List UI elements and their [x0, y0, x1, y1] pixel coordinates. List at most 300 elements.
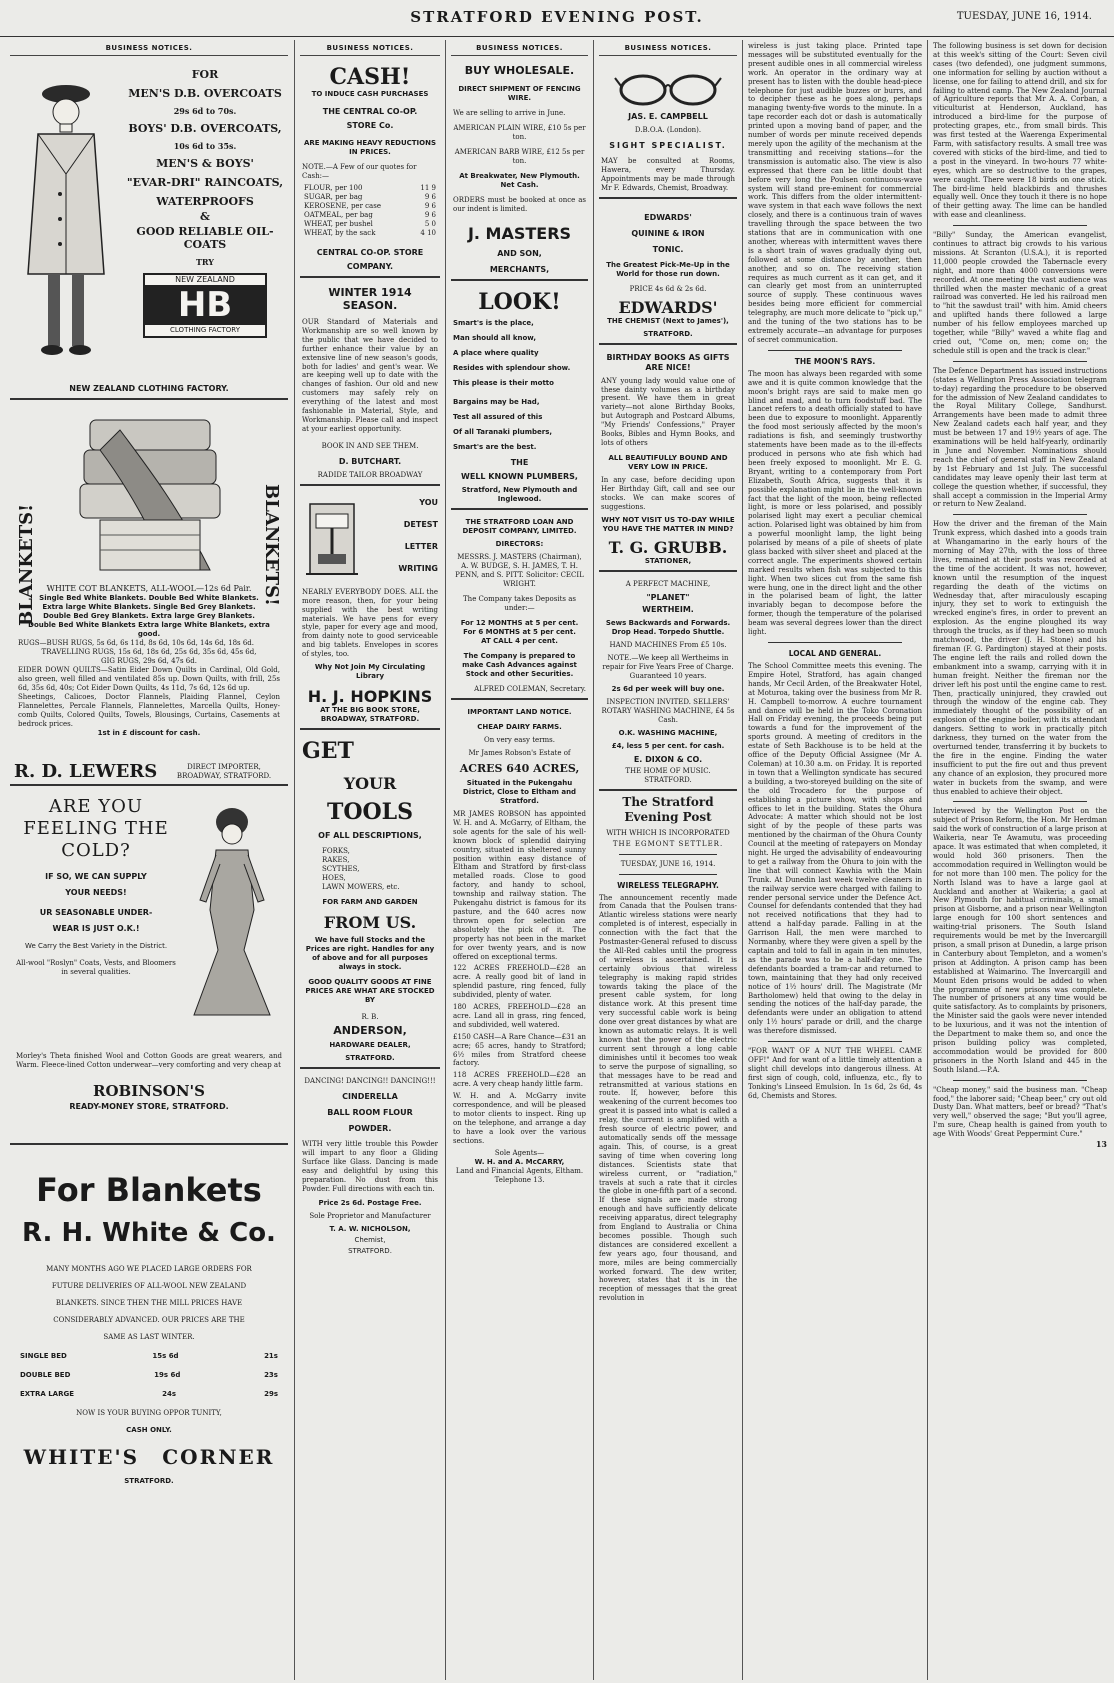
blankets-line: GIG RUGS, 29s 6d, 47s 6d.	[101, 657, 197, 665]
blankets-side-right: BLANKETS!	[261, 484, 282, 606]
cash-s: 5	[424, 220, 430, 228]
books-title: BIRTHDAY BOOKS AS GIFTS ARE NICE!	[606, 352, 730, 372]
rate: For 6 MONTHS at 5 per cent.	[463, 628, 576, 636]
coop-footer: CENTRAL CO-OP. STORE	[316, 248, 424, 257]
divider	[953, 1080, 1087, 1081]
cash-title: CASH!	[329, 64, 411, 90]
dancing-head: DANCING! DANCING!! DANCING!!!	[304, 1077, 436, 1086]
acrostic-line: Test all assured of this	[453, 413, 543, 421]
feeling-title: FEELING THE	[23, 818, 169, 839]
cash-s: 9	[424, 202, 430, 210]
tools-good: GOOD QUALITY GOODS AT FINE PRICES ARE WHAT ARE STOCKED BY	[305, 978, 435, 1005]
overcoats-line: 10s 6d to 35s.	[173, 141, 237, 151]
optician-text: MAY be consulted at Rooms, Hawera, every Thursday. Appointments may be made through Mr F. Edwards, Chemist, Broadway.	[601, 157, 735, 192]
tools-get: GET	[302, 738, 354, 765]
grubb-name: T. G. GRUBB.	[608, 537, 728, 557]
hopkins-sub: AT THE BIG BOOK STORE, BROADWAY, STRATFORD.	[320, 706, 420, 724]
cash-price-row	[302, 220, 438, 229]
feeling-cold-advert	[10, 790, 288, 1145]
divider	[768, 1041, 902, 1042]
sewing-line: Sews Backwards and Forwards. Drop Head. Torpedo Shuttle.	[605, 618, 731, 636]
feeling-title: COLD?	[61, 840, 131, 861]
loan-company-advert	[451, 514, 588, 700]
tonic-line: The Greatest Pick-Me-Up in the World for those run down.	[606, 260, 730, 278]
paper-with: WITH WHICH IS INCORPORATED	[606, 828, 730, 837]
coop-footer-2: COMPANY.	[346, 262, 394, 271]
divider	[768, 642, 902, 643]
lot: 118 ACRES FREEHOLD—£28 an acre. A very cheap handy little farm.	[453, 1071, 586, 1089]
tools-tools: TOOLS	[326, 799, 414, 826]
divider	[619, 854, 717, 855]
edwards-town: STRATFORD.	[643, 329, 693, 338]
dancing-advert	[300, 1073, 440, 1260]
feeling-line: We Carry the Best Variety in the District.	[24, 942, 168, 950]
winter-title: WINTER 1914 SEASON.	[328, 286, 412, 312]
winter-text: OUR Standard of Materials and Workmanship are so well known by the public that we have decided to further enhance their value by an extensive line of new season's goods, both for ladies' and gent's wear. We are keeping well up to date with the changes of fashion. Our old and new customers may safely rely on everything of the latest and most fashionable in Material, Style, and Workmanship. Please call and inspect at your earliest opportunity.	[302, 318, 438, 433]
masthead-date: TUESDAY, JUNE 16, 1914.	[956, 11, 1092, 22]
cash-d: 6	[431, 193, 436, 201]
plumbers-name: WELL KNOWN PLUMBERS,	[461, 472, 578, 481]
letter-writing-words	[364, 494, 438, 574]
wholesale-title: BUY WHOLESALE.	[464, 64, 575, 77]
overcoats-list	[120, 68, 290, 338]
optician-advert	[599, 60, 737, 199]
feeling-title: ARE YOU	[48, 796, 144, 817]
sole-agents: Sole Agents—	[494, 1148, 545, 1157]
article-heading: THE MOON'S RAYS.	[794, 356, 876, 366]
land-notice-advert	[451, 704, 588, 1189]
lewers-name: R. D. LEWERS	[14, 761, 158, 782]
sight-specialist: SIGHT SPECIALIST.	[609, 141, 727, 150]
look-advert	[451, 285, 588, 510]
column-1	[6, 40, 292, 1680]
for-blankets-advert	[10, 1149, 288, 1587]
column-2	[296, 40, 444, 1680]
cash-advert	[300, 60, 440, 278]
para-line: BLANKETS. SINCE THEN THE MILL PRICES HAVE	[55, 1299, 243, 1307]
masthead-title: STRATFORD EVENING POST.	[410, 8, 704, 26]
tools-item: HOES,	[322, 874, 346, 883]
tools-item: LAWN MOWERS, etc.	[322, 883, 400, 892]
deposits: The Company takes Deposits as under:—	[463, 595, 576, 612]
books-case: In any case, before deciding upon Her Birthday Gift, call and see our stocks. We can make scores of suggestions.	[601, 475, 735, 511]
edwards-name: EDWARDS'	[618, 297, 718, 317]
news-paragraph: Interviewed by the Wellington Post on the subject of Prison Reform, the Hon. Mr Herdman said the work of construction of a large prison at Waikeria, near Te Awamutu, was proceeding apace. It was estimated that when completed, it would hold 360 prisoners. Then the accommodation required in Wellington would be for not more than 100 men. The policy for the North Island was to have a large gaol at Auckland and another at Waikeria; a gaol at New Plymouth for habitual criminals, a small prison at Gisborne, and a prison near Wellington large enough for 100 short sentences and waiting-trial prisoners. The South Island requirements would be met by the Invercargill prison, a small prison at Dunedin, a large prison in Canterbury about Templeton, and a women's prison at Addington. A prison camp has been established at Waimarino. The Invercargill and Mount Eden prisons would be added to when the programme of new prisons was complete. The number of prisoners at any time would be quite satisfactory. As to complaints by prisoners, the Minister said the gaols were never intended to be luxurious, and it was not the intention of the Department to make them so, and once the prison building policy was completed, accommodation would be provided for 800 prisoners in the North Island and 445 in the South Island.—P.A.	[933, 807, 1107, 1074]
mcgarry-sub: Land and Financial Agents, Eltham. Telephone 13.	[455, 1166, 584, 1184]
word: DETEST	[403, 519, 438, 529]
column-heading: BUSINESS NOTICES.	[599, 44, 737, 56]
lot: 122 ACRES FREEHOLD—£28 an acre. A really good bit of land in splendid pasture, ring fenced, fully subdivided, plenty of water.	[453, 964, 586, 1000]
book-in: BOOK IN AND SEE THEM.	[321, 441, 419, 450]
overcoats-line: FOR	[191, 68, 219, 81]
robinsons-name: ROBINSON'S	[93, 1082, 205, 1100]
blankets-line: EIDER DOWN QUILTS—Satin Eider Down Quilts in Cardinal, Old Gold, also green, well filled and ventilated 85s up. Down Quilts, with frill, 25s 6d, 35s 6d, 40s; Cot Eider Down Quilts, 4s 11d, 7s 6d, 12s 6d up.	[18, 666, 280, 692]
nicholson-chem: Chemist,	[354, 1236, 386, 1245]
sewing-line: HAND MACHINES From £5 10s.	[609, 640, 727, 649]
mcgarry-name: W. H. and A. McCARRY,	[474, 1157, 565, 1166]
buying-now: NOW IS YOUR BUYING OPPOR TUNITY,	[76, 1409, 222, 1417]
robinsons-sub: READY-MONEY STORE, STRATFORD.	[69, 1102, 229, 1111]
tools-from-us: FROM US.	[323, 913, 417, 933]
blankets-side-left: BLANKETS!	[16, 504, 37, 626]
cash-item: SUGAR, per bag	[304, 193, 363, 201]
acrostic-line: This please is their motto	[453, 379, 554, 387]
price-row	[12, 1390, 286, 1399]
cash-price-row	[302, 229, 438, 238]
divider	[619, 874, 717, 875]
books-text: ANY young lady would value one of these dainty volumes as a birthday present. We have them in great variety—not alone Birthday Books, but Autograph and Postcard Albums, "My Friends' Confessions," Prayer Books, Bibles and Hymn Books, and lots of others	[601, 376, 735, 447]
directors-names: MESSRS. J. MASTERS (Chairman), A. W. BUDGE, S. H. JAMES, T. H. PENN, and S. PITT. Solicitor: CECIL WRIGHT.	[455, 553, 584, 588]
word: YOU	[419, 497, 438, 507]
acres: ACRES 640 ACRES,	[459, 762, 580, 775]
paper-settler: THE EGMONT SETTLER.	[612, 839, 724, 848]
boy-in-overcoat-illustration	[20, 74, 112, 364]
paper-title: The Stratford Evening Post	[622, 794, 714, 824]
feeling-line: UR SEASONABLE UNDER-	[39, 908, 153, 917]
dancing-price: Price 2s 6d. Postage Free.	[318, 1199, 422, 1208]
overcoats-line: MEN'S D.B. OVERCOATS	[128, 87, 282, 100]
nicholson-name: T. A. W. NICHOLSON,	[329, 1225, 411, 1234]
overcoats-line: MEN'S & BOYS'	[156, 157, 254, 170]
news-paragraph: The Defence Department has issued instructions (states a Wellington Press Association telegram to-day) regarding the procedure to be observed for the admission of New Zealand candidates to the Royal Military College, Sandhurst. Arrangements have been made to admit three New Zealand cadets each half year, and they must be between 17 and 19½ years of age. The examinations will be held half-yearly, ordinarily in June and November. Nominations should reach the chief of general staff in New Zealand by 1st February and 1st July. The successful candidates may leave openly their last term at college the question whether, if successful, they shall accept a commission in the Imperial Army or return to New Zealand.	[933, 366, 1107, 509]
divider	[953, 361, 1087, 362]
feeling-cold-text	[16, 796, 176, 977]
blankets-list	[18, 584, 280, 738]
column-rule	[294, 40, 295, 1680]
tools-list	[302, 847, 438, 892]
masters-and-son: AND SON,	[497, 249, 542, 258]
price-row	[12, 1352, 286, 1361]
editorial	[599, 795, 737, 1304]
ok-machine: O.K. WASHING MACHINE,	[618, 728, 718, 737]
news-paragraph: "Billy" Sunday, the American evangelist, continues to attract big crowds to his various missions. At Scranton (U.S.A.), it is reported 11,000 people crowded the Tabernacle every night, and more than 4000 conversions were recorded. At one meeting the vast audience was thrilled when the master mechanic of a great railroad was converted. He led his railroad men to "hit the sawdust trail" with him. Amid cheers and uplifted hands there followed a large number of his fellow employees marched up together, while "Billy" waved a white flag and cried out, "Come on, men; come on; the schedule still is open and the track is clear."	[933, 231, 1107, 355]
plumbers-address: Stratford, New Plymouth and Inglewood.	[461, 486, 578, 503]
overcoats-line: "EVAR-DRI" RAINCOATS,	[126, 176, 284, 189]
price-label: EXTRA LARGE	[20, 1390, 74, 1398]
cash-item: FLOUR, per 100	[304, 184, 363, 192]
moon-text: The moon has always been regarded with some awe and it is quite common knowledge that the moon's bright rays are said to make men go blind and mad, and to turn foodstuff bad. The Lancet refers to a death officially stated to have been due to exposure to moonlight. Apparently the food most seriously affected by the moon's radiations is fish, and seemingly trustworthy statements have been made as to the ill-effects produced in persons who ate fish which had been freely exposed to moonlight. Mr E. G. Bryant, writing to a contemporary from Port Elizabeth, South Africa, suggests that it is possible explanation might lie in the well-known fact that the light of the moon, being reflected light, is more or less polarised, and possibly polarised light may exert a peculiar chemical action. Polarised light was obtained by him from a powerful moonlight lamp, the light being polarised by means of a pile of sheets of plate glass backed with silver sheet and placed at the correct angle. The experiments showed certain marked results when fish was subjected to this light. When two slices cut from the same fish were hung, one in the direct light and the other in the polarised beam of light, the latter invariably began to decompose before the former, though the temperature of the polarised beam was several degrees lower than the direct light.	[748, 369, 922, 637]
para-line: SAME AS LAST WINTER.	[103, 1333, 195, 1341]
word: LETTER	[404, 541, 438, 551]
lewers-address: DIRECT IMPORTER, BROADWAY, STRATFORD.	[176, 762, 272, 780]
price-row	[12, 1371, 286, 1380]
cash-item: WHEAT, by the sack	[304, 229, 376, 237]
column-rule	[927, 40, 928, 1680]
anderson-town: STRATFORD.	[345, 1054, 395, 1063]
overcoats-advert	[10, 60, 288, 400]
price-label: DOUBLE BED	[20, 1371, 71, 1379]
feeling-small-2: Morley's Theta finished Wool and Cotton Goods are great wearers, and Warm. Fleece-lined Cotton underwear—very comforting and very cheap at	[16, 1052, 282, 1069]
para-line: CONSIDERABLY ADVANCED. OUR PRICES ARE THE	[53, 1316, 245, 1324]
campbell-name: JAS. E. CAMPBELL	[628, 112, 708, 121]
news-paragraph: How the driver and the fireman of the Main Trunk express, which dashed into a goods train at Whangamarino in the early hours of the morning of May 27th, with the loss of three lives, remained at their posts was recorded at the time of the accident. It was not, however, known until the resumption of the inquest regarding the death of the victims on Wednesday that, after miraculously escaping injury, they set to work to extinguish the wrecked engine's fires, in order to prevent an explosion. As the engine ploughed its way through the trucks, as if they had been so much matchwood, the driver (J. H. Stone) and his fireman (F. G. Pardington) stayed at their posts. The engine left the rails and rolled down the embankment into a swamp, carrying with it in human freight. Neither the fireman nor the driver left his post until the engine came to rest. Then, practically uninjured, they crawled out through the window of the engine cab. They immediately thought of the possibility of an explosion of the engine boiler, with its attendant dangers. Setting to work in practically pitch darkness, they turned on the water from the overturned tender, transferring it by buckets to the fire in the engine. Finding the water insufficient to put the fire out and thus prevent any chance of an explosion, they procured more water in buckets from the swamp, and were thus enabled to achieve their object.	[933, 520, 1107, 796]
column-3	[447, 40, 592, 1680]
edwards-sub: THE CHEMIST (Next to James'),	[607, 316, 729, 325]
wireless-text: The announcement recently made from Canada that the Poulsen trans-Atlantic wireless stations were nearly completed is of interest, especially in connection with the fact that the Postmaster-General refused to discuss the All-Red cables until the progress of wireless is ascertained. It is certainly obvious that wireless telegraphy is making rapid strides towards taking the place of the present cable system, for long distance work. At this present time very successful cable work is being done over great distances by what are known as automatic relays. It is well known that the power of the electric current sent through a long cable diminishes until it becomes too weak to serve the purpose of signalling, so that messages have to be read and retransmitted at various stations en route. If, however, before this weakening of the current becomes too great it is passed into what is called a relay, the current is amplified with a fresh source of electric power, and automatically sends off the message again. This, of course, is a great saving of time when covering long distances. Scientists state that wireless current, or "radiation," travels at such a rate that it circles the globe in one-fifth part of a second. If these signals are made strong enough and have sufficiently delicate receiving apparatus, direct telegraphy from England to Australia or China becomes possible. Though such distances are considered excellent a few years ago, four thousand, and more, miles are being commercially worked forward. The dew writer, however, states that it is in the reception of messages that the great revolution in	[599, 893, 737, 1303]
overcoats-footer: NEW ZEALAND CLOTHING FACTORY.	[69, 384, 229, 393]
cash-price-list	[302, 184, 438, 238]
wholesale-text: We are selling to arrive in June.	[453, 109, 566, 117]
blankets-advert	[10, 404, 288, 786]
overcoats-line: GOOD RELIABLE OIL-COATS	[136, 225, 274, 251]
sewing-insp: INSPECTION INVITED. SELLERS' ROTARY WASHING MACHINE, £4 5s Cash.	[601, 697, 735, 724]
wholesale-advert	[451, 60, 588, 281]
reductions: ARE MAKING HEAVY REDUCTIONS IN PRICES.	[303, 139, 437, 156]
column-heading: BUSINESS NOTICES.	[451, 44, 588, 56]
folded-blankets-illustration	[60, 410, 240, 580]
price-2: 23s	[264, 1371, 278, 1379]
acrostic-line: Smart's are the best.	[453, 443, 537, 451]
price-2: 21s	[264, 1352, 278, 1360]
divider	[953, 801, 1087, 802]
whites-word: WHITE'S	[23, 1445, 140, 1469]
acrostic-line: Of all Taranaki plumbers,	[453, 428, 553, 436]
letter-writing-advert	[300, 490, 440, 730]
secretary: ALFRED COLEMAN, Secretary.	[474, 685, 586, 693]
easy-terms: On very easy terms.	[484, 736, 555, 744]
cash-s: 9	[424, 193, 430, 201]
cash-sub: TO INDUCE CASH PURCHASES	[311, 90, 429, 98]
cinderella: CINDERELLA	[342, 1092, 398, 1102]
blankets-line: RUGS—BUSH RUGS, 5s 6d, 6s 11d, 8s 6d, 10s 6d, 14s 6d, 18s 6d.	[18, 639, 255, 647]
dixon-home: THE HOME OF MUSIC.	[625, 766, 711, 775]
local-general-text: The School Committee meets this evening. The Empire Hotel, Stratford, has again changed hands, Mr Cecil Arden, of the Breakwater Hotel, at Moturoa, taking over the business from Mr R. H. Campbell to-morrow. A euchre tournament and dance will be held in the Toko Coronation Hall on Friday evening, the proceeds being put towards a fund for the improvement of the sports ground. A meeting of creditors in the estate of Seth Backhouse is to be held at the office of the Deputy Official Assignee (Mr A. Coleman) at 10.30 a.m. on Friday. It is reported in town that a Wellington syndicate has secured a building, a two-storeyed building on the site of the old Trocadero for the purpose of establishing a picture show, with shops and offices to let in the building. States the Ohura Advocate: A matter which should not be lost sight of by the people of these parts was mentioned by the chairman of the Ohura County Council at the meeting of ratepayers on Monday night. He urged the advisability of endeavouring to get a railway from the Ohura to join with the line that will connect Kawhia with the Main Trunk. At Dunedin last week twelve cleaners in the railway service were charged with failing to render personal service under the Defence Act. Counsel for defendants contended that they had not received notifications that they had to attend a half-day parade. Falling in at the Garrison Hall, the men were marched to Normanby, where they were given a spell by the captain and told to fall in again in ten minutes, as the parade was to be a half-day one. The defendants boarded a tram-car and returned to town, maintaining that they had only received notice of 1½ hours' drill. The Magistrate (Mr Bartholomew) held that owing to the delay in sending the notices of the half-day parade, the defendants were under an obligation to attend only 1½ hours' parade or drill, and the charge was therefore dismissed.	[748, 662, 922, 1036]
ok-price: £4, less 5 per cent. for cash.	[611, 741, 725, 750]
cash-item: WHEAT, per bushel	[304, 220, 373, 228]
price-label: SINGLE BED	[20, 1352, 67, 1360]
hopkins-name: H. J. HOPKINS	[307, 687, 433, 707]
tools-advert	[300, 734, 440, 1069]
masters-name: J. MASTERS	[467, 224, 572, 243]
lot: 180 ACRES, FREEHOLD—£28 an acre. Land all in grass, ring fenced, and subdivided, well watered.	[453, 1003, 586, 1029]
divider	[953, 514, 1087, 515]
column-4	[595, 40, 741, 1680]
plain-wire: AMERICAN PLAIN WIRE, £10 5s per ton.	[453, 124, 586, 141]
blankets-line: Extra large White Blankets. Single Bed Grey Blankets.	[42, 603, 256, 611]
cash-only: CASH ONLY.	[126, 1426, 172, 1434]
orders: ORDERS must be booked at once as our indent is limited.	[453, 196, 586, 213]
word: WRITING	[398, 563, 438, 573]
rate: AT CALL 4 per cent.	[481, 637, 558, 645]
feeling-line: WEAR IS JUST O.K.!	[52, 924, 140, 933]
butchart-name: D. BUTCHART.	[338, 456, 402, 466]
advances: The Company is prepared to make Cash Advances against Stock and other Securities.	[462, 652, 577, 678]
overcoats-line: BOYS' D.B. OVERCOATS,	[128, 122, 282, 135]
letter-press-illustration	[302, 494, 362, 584]
anderson-initials: R. B.	[361, 1013, 379, 1022]
acrostic-line: Smart's is the place,	[453, 319, 534, 327]
rate: For 12 MONTHS at 5 per cent.	[460, 619, 579, 627]
cash-d: 0	[431, 220, 436, 228]
price-1: 24s	[162, 1390, 176, 1398]
news-paragraph: The following business is set down for decision at this week's sitting of the Court: Seven civil cases (two defended), one judgment summons, one information for selling by auction without a license, one for failing to attend drill, and six for failing to attend camp. The New Zealand Journal of Agriculture reports that Mr A. A. Corban, a viticulturist at Henderson, Auckland, has introduced a bird-lime for the purpose of protecting grapes, etc., from small birds. This was first tested at the Waerenga Experimental Farm, with satisfactory results. A small tree was covered with sticks of the bird-lime, and tied to a post in the vineyard. In two-hours 77 white-eyes, which are so destructive to the grapes, were caught. There were 18 birds on one stick. The bird-lime held blackbirds and thrushes equally well. Once they touch it there is no hope of their getting away. The lime can be handled with ease and cleanliness.	[933, 42, 1107, 220]
barb-wire: AMERICAN BARB WIRE, £12 5s per ton.	[454, 148, 585, 165]
tonic-line: TONIC.	[652, 244, 684, 254]
powder: POWDER.	[348, 1124, 392, 1134]
cash-d: 6	[431, 211, 436, 219]
loan-title: THE STRATFORD LOAN AND DEPOSIT COMPANY, LIMITED.	[462, 518, 577, 535]
directors-label: DIRECTORS:	[495, 540, 544, 548]
overcoats-line: WATERPROOFS	[156, 195, 254, 208]
hb-logo-top: NEW ZEALAND	[145, 275, 265, 286]
column-rule	[742, 40, 743, 1680]
article-heading: LOCAL AND GENERAL.	[788, 649, 882, 658]
column-rule	[593, 40, 594, 1680]
cash-item: KEROSENE, per case	[304, 202, 381, 210]
whites-corner	[12, 1445, 286, 1469]
dancing-text: WITH very little trouble this Powder will impart to any floor a Gliding Surface like Glass. Dancing is made easy and delightful by using this preparation. No dust from this Powder. Full directions with each tin.	[302, 1140, 438, 1193]
land-title: IMPORTANT LAND NOTICE.	[467, 708, 572, 716]
tonic-line: QUININE & IRON	[631, 228, 705, 238]
column-6	[929, 40, 1111, 1680]
dixon-name: E. DIXON & CO.	[633, 754, 703, 764]
overcoats-line: &	[200, 210, 210, 223]
overcoats-line: 29s 6d to 70s.	[173, 106, 237, 116]
look-acrostic	[453, 319, 586, 452]
tonic-line: EDWARDS'	[644, 212, 692, 222]
cash-note: NOTE.—A Few of our quotes for Cash:—	[302, 163, 417, 180]
sewing-line: "PLANET"	[646, 592, 690, 602]
birthday-books-advert	[599, 349, 737, 572]
acrostic-line: Bargains may be Had,	[453, 398, 540, 406]
tonic-advert	[599, 203, 737, 345]
cash-price-row	[302, 184, 438, 193]
hb-logo-bottom: CLOTHING FACTORY	[145, 324, 265, 336]
hb-logo-mark: HB	[145, 286, 265, 324]
lewers-footer	[14, 761, 284, 782]
dixon-town: STRATFORD.	[644, 775, 692, 784]
tools-item: FORKS,	[322, 847, 350, 856]
cash-s: 11	[420, 184, 430, 192]
blankets-line: TRAVELLING RUGS, 15s 6d, 18s 6d, 25s 6d, 35s 6d, 45s 6d,	[41, 648, 257, 656]
tools-item: RAKES,	[322, 856, 350, 865]
rh-white-name: R. H. White & Co.	[22, 1218, 276, 1248]
page-number: 13	[1095, 1139, 1107, 1150]
cash-d: 6	[431, 202, 436, 210]
sewing-machine-advert	[599, 576, 737, 791]
para-line: MANY MONTHS AGO WE PLACED LARGE ORDERS FOR	[46, 1265, 252, 1273]
whites-town: STRATFORD.	[124, 1477, 174, 1485]
feeling-line: YOUR NEEDS!	[65, 888, 127, 897]
for-blankets-title: For Blankets	[36, 1171, 262, 1209]
price-1: 15s 6d	[152, 1352, 179, 1360]
for-blankets-para	[12, 1265, 286, 1342]
look-title: LOOK!	[478, 289, 561, 315]
sewing-line: WERTHEIM.	[642, 604, 694, 614]
feeling-line: IF SO, WE CAN SUPPLY	[45, 872, 147, 881]
article-heading: WIRELESS TELEGRAPHY.	[617, 880, 719, 890]
lady-illustration	[180, 800, 280, 1020]
nut-advert: "FOR WANT OF A NUT THE WHEEL CAME OFF!" And for want of a little timely attention a slight chill develops into dangerous illness. At first sign of cough, cold, influenza, etc., fly to Tonking's Linseed Emulsion. In 1s 6d, 2s 6d, 4s 6d, Chemists and Stores.	[748, 1047, 922, 1100]
anderson-name: ANDERSON,	[333, 1024, 407, 1038]
divider	[768, 350, 902, 351]
dairy-farms: CHEAP DAIRY FARMS.	[477, 723, 562, 731]
price-2: 29s	[264, 1390, 278, 1398]
books-why: WHY NOT VISIT US TO-DAY WHILE YOU HAVE THE MATTER IN MIND?	[601, 515, 735, 533]
price-1: 19s 6d	[154, 1371, 181, 1379]
sewing-note: NOTE.—We keep all Wertheims in repair for Five Years Free of Charge. Guaranteed 10 years.	[602, 653, 734, 680]
land-text: MR JAMES ROBSON has appointed W. H. and A. McGarry, of Eltham, the sole agents for the sale of his well-known block of splendid dairying country, situated in sheltered sunny position within easy distance of Eltham and Stratford by first-class metalled roads. Close to good factory, and handy to school, township and railway station. The Pukengahu district is famous for its pasture, and the 640 acres now thrown open for selection are absolutely the pick of it. The property has not been in the market for over twenty years, and is now offered on exceptional terms.	[453, 810, 586, 961]
blankets-line: Single Bed White Blankets. Double Bed White Blankets.	[39, 594, 259, 602]
column-heading: BUSINESS NOTICES.	[300, 44, 440, 56]
blankets-line: Double Bed White Blankets Extra large White Blankets, extra good.	[28, 621, 270, 638]
acrostic-line: Man should all know,	[453, 334, 536, 342]
nicholson-town: STRATFORD.	[348, 1247, 392, 1256]
tools-farm: FOR FARM AND GARDEN	[322, 898, 418, 907]
blankets-line: WHITE COT BLANKETS, ALL-WOOL—12s 6d Pair.	[46, 584, 252, 593]
blankets-line: Double Bed Grey Blankets. Extra large Grey Blankets.	[43, 612, 255, 620]
books-bound: ALL BEAUTIFULLY BOUND AND VERY LOW IN PRICE.	[608, 453, 728, 471]
agents: W. H. and A. McGarry invite correspondence, and will be pleased to motor clients to inspect. Ring up on the telephone, and arrange a day to have a look over the various sections.	[453, 1092, 586, 1145]
masters-merchants: MERCHANTS,	[489, 265, 550, 274]
acrostic-line: A place where quality	[453, 349, 539, 357]
letter-writing-top	[302, 494, 438, 584]
sewing-week: 2s 6d per week will buy one.	[611, 684, 725, 693]
wholesale-sub: DIRECT SHIPMENT OF FENCING WIRE.	[458, 85, 581, 102]
breakwater: At Breakwater, New Plymouth. Net Cash.	[459, 172, 580, 189]
coop-name-2: STORE Co.	[346, 121, 394, 130]
lot: £150 CASH—A Rare Chance—£31 an acre; 65 acres, handy to Stratford; 6½ miles from Stratford cheese factory.	[453, 1032, 586, 1068]
tools-stocks: We have full Stocks and the Prices are right. Handles for any of above and for all purposes always in stock.	[305, 936, 435, 972]
wireless-continued: wireless is just taking place. Printed tape messages will be substituted eventually for the present audible ones in all commercial wireless work. An operator in the ordinary way at present has to listen with the double head-piece telephone for just audible buzzes or burrs, and to decipher these as he goes along, perhaps managing twenty-five words to the minute. In a tape recorder each dot or dash is automatically printed upon a moving band of paper, and the number of words per minute received depends merely upon the agility of the mechanism at the transmitting and receiving stations—for the transmission is automatic also. The view is also expressed that there can be little doubt that before very long the Poulsen continuous-wave system will stand pre-eminent for commercial work. This differs from the older intermittent-wave system in that each wave follows the next closely, and there is a continuous train of waves travelling through the space between the two stations that are in communication with one another, whereas with intermittent waves there is a short train of waves gradually dying out, followed at some distance by another, then another, and so on. The receiving station requires as much current as it can get, and it can clearly get most from an uninterrupted source of supply. These continuous waves besides being more efficient for commercial telegraphy, are much more delicate to "pick up," and the tuning of the two stations has to be extremely accurate—an advantage for purposes of secret communication.	[748, 42, 922, 344]
cash-d: 10	[427, 229, 436, 237]
cash-s: 9	[424, 211, 430, 219]
look-the: THE	[510, 458, 529, 467]
anderson-sub: HARDWARE DEALER,	[329, 1041, 411, 1050]
cash-price-row	[302, 193, 438, 202]
blankets-line: 1st in £ discount for cash.	[97, 729, 201, 737]
masthead	[0, 0, 1114, 37]
cash-d: 9	[431, 184, 436, 192]
tonic-price: PRICE 4s 6d & 2s 6d.	[629, 284, 707, 293]
acrostic-line: Resides with splendour show.	[453, 364, 571, 372]
coop-name: THE CENTRAL CO-OP.	[322, 107, 418, 116]
price-table	[12, 1352, 286, 1399]
paper-date: TUESDAY, JUNE 16, 1914.	[620, 859, 716, 868]
ball-room: BALL ROOM FLOUR	[327, 1108, 413, 1118]
feeling-small: All-wool "Roslyn" Coats, Vests, and Bloomers in several qualities.	[16, 959, 176, 976]
estate: Mr James Robson's Estate of	[468, 749, 571, 757]
cash-s: 4	[420, 229, 425, 237]
cash-item: OATMEAL, per bag	[304, 211, 373, 219]
para-line: FUTURE DELIVERIES OF ALL-WOOL NEW ZEALAND	[51, 1282, 247, 1290]
blankets-line: Sheetings, Calicoes, Doctor Flannels, Plaiding Flannel, Ceylon Flannelettes, Percale Flannels, Flannelettes, Marcella Quilts, Honey-comb Quilts, Colored Quilts, Towels, Blousings, Curtains, Casements at bedrock prices.	[18, 693, 280, 728]
butchart-address: RADIDE TAILOR BROADWAY	[317, 470, 423, 479]
letter-writing-text: NEARLY EVERYBODY DOES. ALL the more reason, then, for your being supplied with the best writing materials. We have pens for every style, paper for every age and mood, from dainty note to good serviceable and big tablets. Envelopes in scores of styles, too.	[302, 587, 438, 659]
tools-desc: OF ALL DESCRIPTIONS,	[318, 831, 422, 841]
overcoats-line: TRY	[195, 257, 215, 267]
corner-word: CORNER	[162, 1445, 275, 1469]
verse: "Cheap money," said the business man. "Cheap food," the laborer said; "Cheap beer," cry out old Dusty Dan. What matters, beef or bread? "That's very well," observed the sage; "But you'll agree, I'm sure, Cheap health is gained from youth to age With Woods' Great Peppermint Cure."	[933, 1085, 1107, 1139]
hb-logo	[143, 273, 267, 338]
divider	[953, 225, 1087, 226]
library-line: Why Not Join My Circulating Library	[314, 663, 426, 681]
column-heading: BUSINESS NOTICES.	[10, 44, 288, 56]
column-rule	[445, 40, 446, 1680]
cash-price-row	[302, 211, 438, 220]
dancing-sole: Sole Proprietor and Manufacturer	[309, 1212, 431, 1221]
grubb-sub: STATIONER,	[644, 556, 692, 565]
sewing-line: A PERFECT MACHINE,	[625, 579, 711, 588]
tools-your: YOUR	[343, 774, 397, 794]
winter-season-advert	[300, 282, 440, 486]
spectacles-icon	[613, 68, 723, 108]
campbell-dboa: D.B.O.A. (London).	[634, 126, 702, 134]
tools-item: SCYTHES,	[322, 865, 360, 874]
cash-price-row	[302, 202, 438, 211]
column-5	[744, 40, 926, 1680]
situated: Situated in the Pukengahu District, Close to Eltham and Stratford.	[462, 779, 577, 805]
